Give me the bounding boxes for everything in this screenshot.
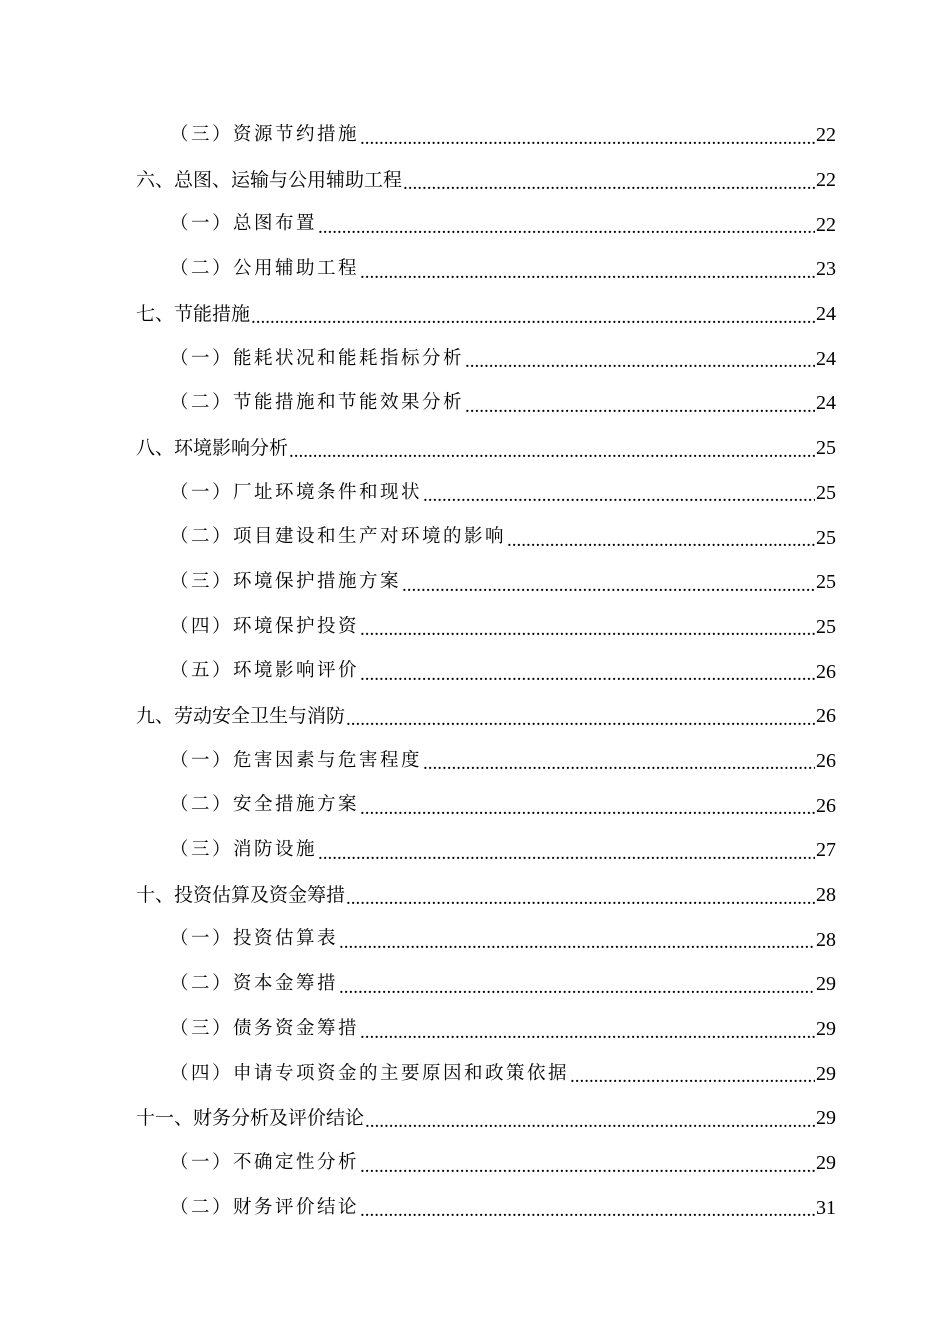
toc-entry[interactable]	[0, 783, 950, 828]
toc-entry-title: （三）消防设施	[170, 839, 318, 861]
toc-entry-page: 25	[816, 526, 836, 549]
toc-leader-dots	[360, 263, 815, 282]
toc-entry-page: 28	[816, 928, 836, 951]
toc-entry[interactable]	[0, 336, 950, 381]
toc-leader-dots	[346, 710, 815, 729]
toc-entry-page: 26	[816, 749, 836, 772]
toc-entry[interactable]	[0, 515, 950, 560]
toc-entry[interactable]	[0, 471, 950, 516]
toc-entry[interactable]	[0, 1186, 950, 1231]
toc-entry[interactable]	[0, 560, 950, 605]
table-of-contents	[0, 113, 950, 1230]
toc-entry[interactable]	[0, 202, 950, 247]
toc-entry-page: 29	[816, 1018, 836, 1041]
toc-entry-title: （三）债务资金筹措	[170, 1017, 360, 1039]
toc-leader-dots	[403, 174, 815, 193]
toc-entry-page: 23	[816, 258, 836, 281]
toc-leader-dots	[318, 218, 815, 237]
toc-entry-title: （一）总图布置	[170, 213, 318, 235]
toc-entry[interactable]	[0, 962, 950, 1007]
toc-entry[interactable]	[0, 873, 950, 918]
toc-entry-title: （一）危害因素与危害程度	[170, 749, 423, 771]
toc-entry[interactable]	[0, 292, 950, 337]
toc-entry-title: （五）环境影响评价	[170, 660, 360, 682]
toc-entry[interactable]	[0, 247, 950, 292]
toc-entry[interactable]	[0, 1096, 950, 1141]
toc-entry-page: 29	[816, 1107, 836, 1130]
toc-entry-title: （二）安全措施方案	[170, 794, 360, 816]
toc-leader-dots	[423, 486, 815, 505]
toc-entry-title: （四）申请专项资金的主要原因和政策依据	[170, 1062, 570, 1084]
toc-leader-dots	[289, 442, 815, 461]
toc-entry-page: 22	[816, 213, 836, 236]
toc-entry-page: 26	[816, 705, 836, 728]
toc-entry[interactable]	[0, 426, 950, 471]
toc-entry-page: 26	[816, 660, 836, 683]
toc-entry-page: 26	[816, 794, 836, 817]
toc-entry-title: 十、投资估算及资金筹措	[136, 883, 346, 906]
toc-leader-dots	[360, 620, 815, 639]
toc-entry-title: （二）节能措施和节能效果分析	[170, 392, 465, 414]
toc-entry[interactable]	[0, 1007, 950, 1052]
toc-entry[interactable]	[0, 113, 950, 158]
toc-entry-title: 八、环境影响分析	[136, 436, 289, 459]
toc-entry-title: （二）公用辅助工程	[170, 258, 360, 280]
toc-entry[interactable]	[0, 158, 950, 203]
toc-entry[interactable]	[0, 694, 950, 739]
toc-entry-title: （二）财务评价结论	[170, 1196, 360, 1218]
toc-entry-page: 31	[816, 1196, 836, 1219]
toc-leader-dots	[339, 933, 815, 952]
toc-leader-dots	[360, 799, 815, 818]
toc-entry-title: （一）不确定性分析	[170, 1151, 360, 1173]
toc-leader-dots	[346, 889, 815, 908]
toc-entry-title: （三）环境保护措施方案	[170, 570, 402, 592]
toc-leader-dots	[465, 352, 815, 371]
toc-entry[interactable]	[0, 1051, 950, 1096]
toc-leader-dots	[318, 844, 815, 863]
toc-entry-page: 22	[816, 169, 836, 192]
toc-entry-page: 29	[816, 973, 836, 996]
toc-entry[interactable]	[0, 828, 950, 873]
toc-entry[interactable]	[0, 649, 950, 694]
toc-entry-page: 25	[816, 437, 836, 460]
toc-entry-page: 27	[816, 839, 836, 862]
toc-leader-dots	[570, 1067, 815, 1086]
toc-leader-dots	[402, 576, 815, 595]
toc-leader-dots	[507, 531, 815, 550]
toc-entry-page: 22	[816, 124, 836, 147]
toc-entry-title: 六、总图、运输与公用辅助工程	[136, 168, 403, 191]
toc-entry[interactable]	[0, 1141, 950, 1186]
toc-entry-page: 24	[816, 347, 836, 370]
toc-entry-title: （一）投资估算表	[170, 928, 339, 950]
toc-entry-title: （三）资源节约措施	[170, 124, 360, 146]
toc-entry-page: 24	[816, 392, 836, 415]
toc-entry-title: 九、劳动安全卫生与消防	[136, 704, 346, 727]
toc-entry-page: 25	[816, 615, 836, 638]
toc-entry-page: 25	[816, 571, 836, 594]
toc-entry[interactable]	[0, 739, 950, 784]
toc-leader-dots	[365, 1112, 815, 1131]
toc-leader-dots	[360, 1157, 815, 1176]
toc-leader-dots	[360, 129, 815, 148]
toc-entry-title: 十一、财务分析及评价结论	[136, 1106, 365, 1129]
toc-leader-dots	[360, 1023, 815, 1042]
toc-entry-title: （四）环境保护投资	[170, 615, 360, 637]
toc-leader-dots	[251, 308, 815, 327]
toc-entry[interactable]	[0, 381, 950, 426]
toc-leader-dots	[360, 665, 815, 684]
toc-leader-dots	[423, 754, 815, 773]
toc-entry-page: 25	[816, 481, 836, 504]
toc-entry-title: （一）厂址环境条件和现状	[170, 481, 423, 503]
toc-entry-page: 29	[816, 1152, 836, 1175]
toc-entry-title: （一）能耗状况和能耗指标分析	[170, 347, 465, 369]
toc-leader-dots	[360, 1201, 815, 1220]
toc-entry-page: 24	[816, 303, 836, 326]
toc-entry[interactable]	[0, 605, 950, 650]
toc-entry-page: 28	[816, 884, 836, 907]
toc-entry-page: 29	[816, 1062, 836, 1085]
toc-entry-title: （二）项目建设和生产对环境的影响	[170, 526, 507, 548]
toc-leader-dots	[465, 397, 815, 416]
toc-leader-dots	[339, 978, 815, 997]
toc-entry-title: （二）资本金筹措	[170, 973, 339, 995]
toc-entry-title: 七、节能措施	[136, 302, 251, 325]
toc-entry[interactable]	[0, 917, 950, 962]
